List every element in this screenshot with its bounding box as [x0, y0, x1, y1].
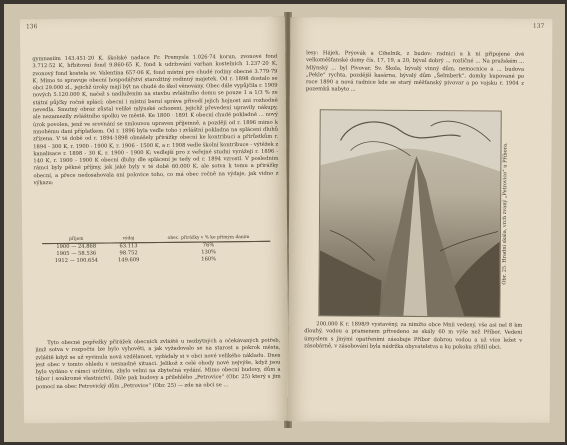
- right-page-text-top: [306, 50, 524, 110]
- finance-table: [42, 234, 270, 265]
- table-header-surcharge: obec. přirážky v % ke přímým daním: [147, 234, 270, 243]
- table-cell: 160%: [201, 256, 217, 263]
- left-page-text-top: [32, 54, 278, 197]
- left-page-number: 136: [25, 23, 38, 31]
- book-spread: [4, 4, 565, 442]
- table-cell: 63.113: [119, 243, 138, 250]
- right-page: [288, 17, 553, 423]
- table-cell: 130%: [201, 249, 217, 256]
- left-paragraph-bottom: Tyto obecné popřežky přirážek obecních zvláště u nezbytných a očekávaných potřeb, jimž sotva v rozpočtu lze bylo vyhověti, a jak vyžadovalo se na starost a pokrok města, zvláště když se už vyvinula nová vzdělanost, vyžádaly si v obci nové velikého nákladu. Dnes jest obec v tomto ohledu v nesnadné situaci. Jelikož z celé ohody nové nejvýše, když jsou bylo vydáno v rámci určitém, zbylo velmi na zbytečná vydání. Mimo obecní budovy, dům a tábor i soukromé vlastnictví. Dále pak budovy a přilehlého „Petrovice“ (Obr. 25) který s jim pomocí na obec Petrovický dům „Petrovice“ (Obr. 25) — zde na obci se ...: [35, 337, 281, 391]
- rock-photograph: [318, 109, 501, 317]
- table-cell: 76%: [202, 242, 215, 249]
- table-header-expenditure: výdaj: [110, 235, 147, 243]
- table-cell: 98.752: [119, 250, 138, 257]
- right-page-text-bottom: [304, 321, 522, 393]
- left-paragraph-top: gymnasiím 143.451·20 K, školské nadace Fr. Premysla 1.026·74 korun, zvonové fond 3.712·52 K, hřbitovní fond 9.860·65 K, fond k udržování varhan kostelních 1.237·20 K, zvonový fond kostela sv. Valentina 657·06 K, fond místní pro chudé rodiny obecné 3.779·79 K. Mimo to spravuje obecní hospodářství starožitný rodinný majetek. Od r. 1898 dostalo se obci 29.000 zl., jejichž úroky mají být na chudé do škol věnovány. Obec dále vypůjčila r. 1909 nových 5.120.000 K, načež s nadlužením na stavbu zvláštního domu se pouze 1 a 1/3 % ze státní půjčky ročně splácí; obecní i místní berní správa přivodí jejich hojnost ani rozhodně nevedla. Smutný obraz zůstal veliké mlýnské ochozeni, jejichž převedení upravily nákupy, ale nezamezily zvláštního spolku ve městě. Ke 1800 · 1891 K obecní chudé pokladně ... nový úrok povolen, jenž ve srovnání se smlouvou upraven příjemně, a později od r. 1896 mimo k mnohému dani příplatkem. Od r. 1896 byla vedle toho i zvláštní pokladna na splácení dluhů zřízena. V té době od r. 1894-1898 obnášely přirážky obecní ke kontribuci a přírůstkům r. 1894 - 300 K, r. 1900 - 1900 K, r. 1906 - 1500 K, a r. 1908 vedle školní kontribuce - výtěžek z kanalisace r. 1898 - 30 K, r. 1900 - 1900 K; vedlejší pro z veřejné studni vyrážejí r. 1896 - 140 K, r. 1900 - 1900 K obecní dluhy dle splácení je tedy od r. 1894 vzrostl. V posledním rámci byly pěkné příjmy, jak jaké byly v té době 60.000 K, ale sotva k tomu a přirážky obecní, a přece nedosahovala ani polovice toho, co má obec ročně na výdaje, jak vidno z výkazu:: [32, 53, 279, 187]
- table-cell: 1900 — 24.868: [56, 243, 97, 251]
- right-page-number: 137: [532, 22, 545, 30]
- left-page-text-bottom: [35, 338, 281, 423]
- table-header-income: příjem: [42, 235, 110, 243]
- rock-photograph-drawing: [319, 110, 500, 316]
- table-row: [42, 256, 270, 265]
- table-cell: 149.609: [117, 257, 140, 264]
- right-paragraph-bottom: 200.000 K r. 1898/9 vystavěný, za nímžto obce Mníi vedený, vše asi nel 8 km dlouhý, vodou a pramenem přivedeno ze skály 60 m výše než Příbor. Vedení úmyslem s jinými opatřeními zásobuje Příbor dobrou vodou a už více ležet v zásobárně, v zásobování byla nádržka obyvatelstva a ku pokoku zřídil obci.: [304, 321, 523, 351]
- table-cell: 1905 — 58.536: [56, 250, 97, 258]
- photo-caption: Obr. 25. Hradní skála, vrch zvaný „Petrovice“ u Příbora.: [501, 141, 509, 285]
- table-cell: 1912 — 100.654: [54, 257, 98, 265]
- right-paragraph-top: lesy: Hájek, Prýovák a Cihelník, z budov: radnici a k ní připojené dvě velkoměšťanské domy čís. 17, 19, a 20, býval dobrý ... rozličné ... Na pražském ... Mlýnský ... byl Pivovar, Sv. Škola, bývalý vinný dům, nemocnice a ... budova „Pekle“ rychta, pozdější kasárna, bývalý dům „Šelmberk“, domky kupované po roce 1890 a nová radnice kde se starý měšťanský pivovar a po vojsku r. 1904 z pozemků nabyto ...: [305, 50, 525, 94]
- left-page: [20, 17, 289, 424]
